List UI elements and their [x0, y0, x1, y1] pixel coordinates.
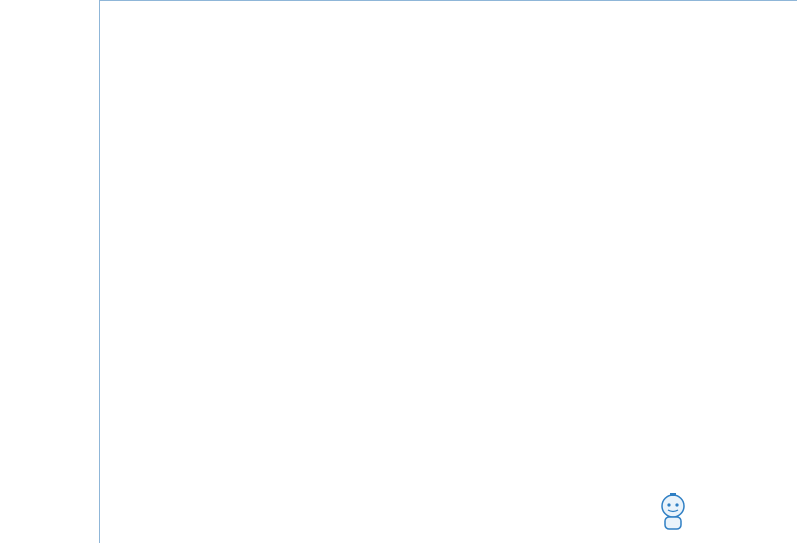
watermark-logo [652, 489, 800, 543]
category-cell [0, 0, 100, 543]
mascot-icon [656, 493, 690, 531]
table-top-border [0, 0, 797, 1]
